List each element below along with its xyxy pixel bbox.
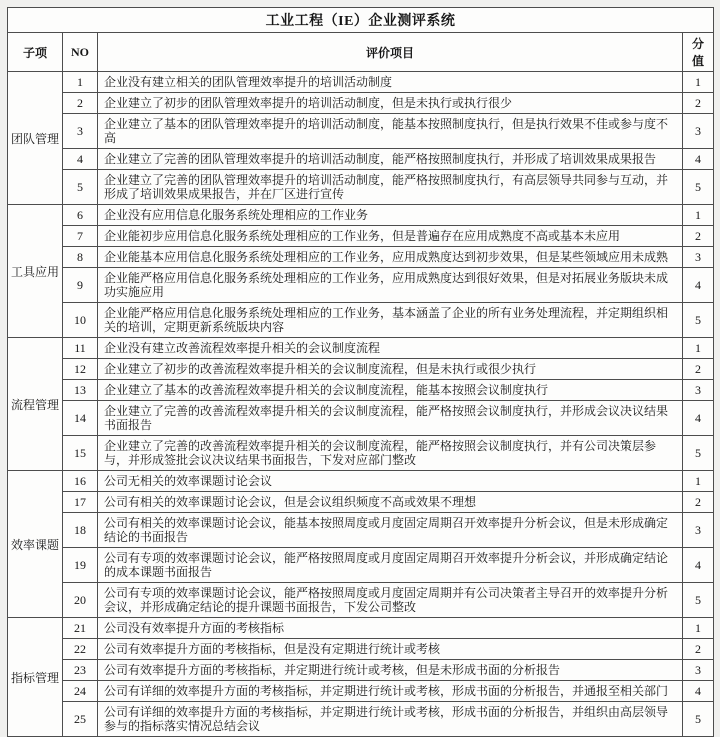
table-row	[8, 93, 714, 114]
row-number: 22	[63, 639, 98, 660]
table-row	[8, 170, 714, 205]
evaluation-item-text: 企业能严格应用信息化服务系统处理相应的工作业务，基本涵盖了企业的所有业务处理流程，并定期组织相关的培训，定期更新系统版块内容	[98, 303, 683, 338]
score-value: 4	[683, 401, 714, 436]
row-number: 21	[63, 618, 98, 639]
table-row	[8, 436, 714, 471]
evaluation-item-text: 企业建立了完善的改善流程效率提升相关的会议制度流程，能严格按照会议制度执行，并有公司决策层参与，并形成签批会议决议结果书面报告，下发对应部门整改	[98, 436, 683, 471]
row-number: 14	[63, 401, 98, 436]
score-value: 3	[683, 513, 714, 548]
score-value: 1	[683, 205, 714, 226]
row-number: 24	[63, 681, 98, 702]
table-row	[8, 72, 714, 93]
table-row	[8, 681, 714, 702]
row-number: 13	[63, 380, 98, 401]
row-number: 3	[63, 114, 98, 149]
score-value: 5	[683, 702, 714, 737]
evaluation-item-text: 企业建立了基本的团队管理效率提升的培训活动制度，能基本按照制度执行，但是执行效果不佳或参与度不高	[98, 114, 683, 149]
evaluation-item-text: 企业建立了初步的改善流程效率提升相关的会议制度流程，但是未执行或很少执行	[98, 359, 683, 380]
evaluation-item-text: 公司有详细的效率提升方面的考核指标，并定期进行统计或考核，形成书面的分析报告，并组织由高层领导参与的指标落实情况总结会议	[98, 702, 683, 737]
evaluation-item-text: 公司有专项的效率课题讨论会议，能严格按照周度或月度固定周期召开效率提升分析会议，并形成确定结论的成本课题书面报告	[98, 548, 683, 583]
row-number: 11	[63, 338, 98, 359]
table-row	[8, 660, 714, 681]
row-number: 2	[63, 93, 98, 114]
row-number: 15	[63, 436, 98, 471]
row-number: 12	[63, 359, 98, 380]
score-value: 3	[683, 114, 714, 149]
evaluation-item-text: 企业没有应用信息化服务系统处理相应的工作业务	[98, 205, 683, 226]
table-row	[8, 401, 714, 436]
group-label: 指标管理	[8, 618, 63, 737]
table-row	[8, 268, 714, 303]
table-row	[8, 548, 714, 583]
column-header-no: NO	[63, 33, 98, 72]
evaluation-item-text: 企业没有建立相关的团队管理效率提升的培训活动制度	[98, 72, 683, 93]
row-number: 8	[63, 247, 98, 268]
column-header-row	[8, 33, 714, 72]
score-value: 3	[683, 660, 714, 681]
title-row	[8, 8, 714, 33]
score-value: 5	[683, 170, 714, 205]
group-label: 工具应用	[8, 205, 63, 338]
evaluation-item-text: 企业能严格应用信息化服务系统处理相应的工作业务，应用成熟度达到很好效果，但是对拓展业务版块未成功实施应用	[98, 268, 683, 303]
evaluation-item-text: 企业建立了完善的团队管理效率提升的培训活动制度，能严格按照制度执行，有高层领导共同参与互动，并形成了培训效果成果报告，并在厂区进行宣传	[98, 170, 683, 205]
group-label: 流程管理	[8, 338, 63, 471]
evaluation-item-text: 公司有效率提升方面的考核指标，并定期进行统计或考核，但是未形成书面的分析报告	[98, 660, 683, 681]
row-number: 5	[63, 170, 98, 205]
row-number: 10	[63, 303, 98, 338]
evaluation-item-text: 企业没有建立改善流程效率提升相关的会议制度流程	[98, 338, 683, 359]
evaluation-item-text: 公司有专项的效率课题讨论会议，能严格按照周度或月度固定周期并有公司决策者主导召开的效率提升分析会议，并形成确定结论的提升课题书面报告，下发公司整改	[98, 583, 683, 618]
table-row	[8, 618, 714, 639]
score-value: 1	[683, 72, 714, 93]
evaluation-item-text: 企业能初步应用信息化服务系统处理相应的工作业务，但是普遍存在应用成熟度不高或基本未应用	[98, 226, 683, 247]
table-row	[8, 639, 714, 660]
score-value: 2	[683, 492, 714, 513]
row-number: 20	[63, 583, 98, 618]
evaluation-table-body	[8, 72, 714, 737]
row-number: 6	[63, 205, 98, 226]
score-value: 3	[683, 380, 714, 401]
row-number: 18	[63, 513, 98, 548]
column-header-item: 评价项目	[98, 33, 683, 72]
score-value: 4	[683, 149, 714, 170]
table-row	[8, 226, 714, 247]
score-value: 4	[683, 681, 714, 702]
table-row	[8, 359, 714, 380]
table-row	[8, 492, 714, 513]
table-row	[8, 471, 714, 492]
table-row	[8, 149, 714, 170]
score-value: 4	[683, 268, 714, 303]
column-header-group: 子项	[8, 33, 63, 72]
score-value: 2	[683, 226, 714, 247]
evaluation-item-text: 企业建立了初步的团队管理效率提升的培训活动制度，但是未执行或执行很少	[98, 93, 683, 114]
group-label: 团队管理	[8, 72, 63, 205]
score-value: 5	[683, 583, 714, 618]
table-row	[8, 303, 714, 338]
row-number: 9	[63, 268, 98, 303]
score-value: 2	[683, 93, 714, 114]
score-value: 3	[683, 247, 714, 268]
evaluation-item-text: 公司有详细的效率提升方面的考核指标，并定期进行统计或考核，形成书面的分析报告，并通报至相关部门	[98, 681, 683, 702]
column-header-score: 分值	[683, 33, 714, 72]
table-row	[8, 513, 714, 548]
evaluation-item-text: 企业建立了基本的改善流程效率提升相关的会议制度流程，能基本按照会议制度执行	[98, 380, 683, 401]
row-number: 1	[63, 72, 98, 93]
evaluation-item-text: 企业能基本应用信息化服务系统处理相应的工作业务，应用成熟度达到初步效果，但是某些领域应用未成熟	[98, 247, 683, 268]
score-value: 1	[683, 618, 714, 639]
page-title: 工业工程（IE）企业测评系统	[8, 8, 714, 33]
row-number: 17	[63, 492, 98, 513]
score-value: 1	[683, 338, 714, 359]
score-value: 2	[683, 639, 714, 660]
row-number: 25	[63, 702, 98, 737]
evaluation-item-text: 公司没有效率提升方面的考核指标	[98, 618, 683, 639]
table-row	[8, 205, 714, 226]
table-row	[8, 114, 714, 149]
evaluation-item-text: 企业建立了完善的团队管理效率提升的培训活动制度，能严格按照制度执行，并形成了培训效果成果报告	[98, 149, 683, 170]
row-number: 23	[63, 660, 98, 681]
table-row	[8, 583, 714, 618]
table-row	[8, 247, 714, 268]
evaluation-table	[7, 7, 714, 737]
evaluation-item-text: 企业建立了完善的改善流程效率提升相关的会议制度流程，能严格按照会议制度执行，并形成会议决议结果书面报告	[98, 401, 683, 436]
evaluation-item-text: 公司有效率提升方面的考核指标，但是没有定期进行统计或考核	[98, 639, 683, 660]
score-value: 5	[683, 303, 714, 338]
score-value: 2	[683, 359, 714, 380]
table-row	[8, 338, 714, 359]
score-value: 1	[683, 471, 714, 492]
evaluation-item-text: 公司有相关的效率课题讨论会议，能基本按照周度或月度固定周期召开效率提升分析会议，但是未形成确定结论的书面报告	[98, 513, 683, 548]
score-value: 5	[683, 436, 714, 471]
score-value: 4	[683, 548, 714, 583]
group-label: 效率课题	[8, 471, 63, 618]
table-row	[8, 702, 714, 737]
table-row	[8, 380, 714, 401]
evaluation-item-text: 公司无相关的效率课题讨论会议	[98, 471, 683, 492]
evaluation-item-text: 公司有相关的效率课题讨论会议，但是会议组织频度不高或效果不理想	[98, 492, 683, 513]
row-number: 7	[63, 226, 98, 247]
row-number: 16	[63, 471, 98, 492]
row-number: 4	[63, 149, 98, 170]
row-number: 19	[63, 548, 98, 583]
